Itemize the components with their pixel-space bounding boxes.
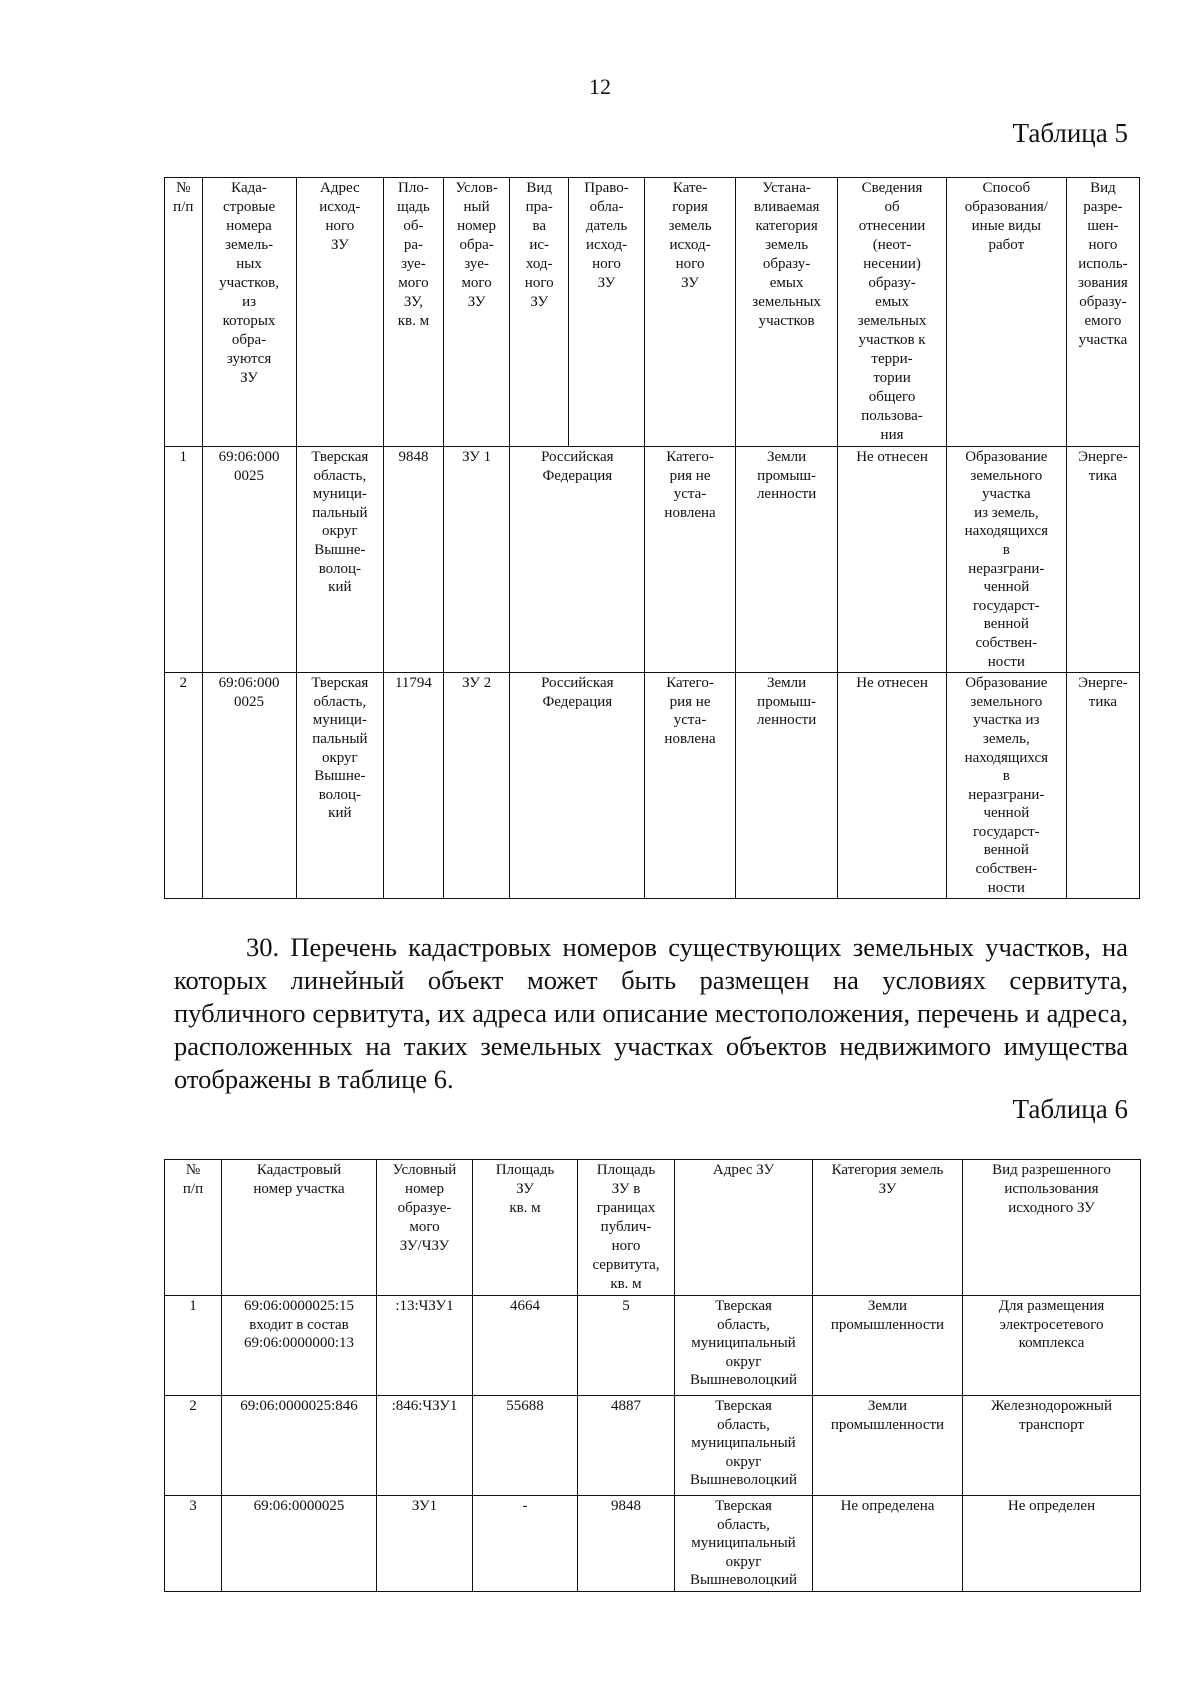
table6-header-cell: Категория земель ЗУ (813, 1160, 963, 1296)
table5-header-row (165, 178, 1140, 447)
land-category: Катего- рия не уста- новлена (645, 447, 736, 673)
table5-header-cell: Адрес исход- ного ЗУ (296, 178, 384, 447)
paragraph-text: 30. Перечень кадастровых номеров существующих земельных участков, на которых линейный объект может быть размещен на условиях сервитута, публичного сервитута, их адреса или описание местоположения, перечень и адреса, расположенных на таких земельных участках объектов недвижимого имущества отображены в таблице 6. (174, 932, 1128, 1094)
area-value: 9848 (384, 447, 444, 673)
table5-header-cell: № п/п (165, 178, 203, 447)
table6-caption: Таблица 6 (1012, 1094, 1128, 1124)
conditional-number: :846:ЧЗУ1 (377, 1396, 473, 1496)
table6-header-cell: Адрес ЗУ (675, 1160, 813, 1296)
servitude-area: 5 (578, 1296, 675, 1396)
table5-header-cell: Право- обла- датель исход- ного ЗУ (568, 178, 644, 447)
conditional-number: :13:ЧЗУ1 (377, 1296, 473, 1396)
address: Тверская область, муниципальный округ Вышневолоцкий (675, 1496, 813, 1592)
table5-row (165, 447, 1140, 673)
paragraph-30 (174, 931, 1128, 1096)
table5-header-cell: Устана- вливаемая категория земель образу- емых земельных участков (735, 178, 837, 447)
cadastral-number: 69:06:0000025:846 (222, 1396, 377, 1496)
conditional-number: ЗУ1 (377, 1496, 473, 1592)
formation-method: Образование земельного участка из земель, находящихся в неразграни- ченной государст- венной собствен- ности (946, 447, 1066, 673)
land-category: Земли промышленности (813, 1296, 963, 1396)
cadastral-number: 69:06:000 0025 (202, 447, 296, 673)
table5-header-cell: Када- стровые номера земель- ных участков, из которых обра- зуются ЗУ (202, 178, 296, 447)
area-value: 4664 (473, 1296, 578, 1396)
table6-header-cell: Условный номер образуе- мого ЗУ/ЧЗУ (377, 1160, 473, 1296)
public-use-status: Не отнесен (838, 673, 947, 899)
table6-row (165, 1496, 1141, 1592)
address: Тверская область, муниципальный округ Вышневолоцкий (675, 1396, 813, 1496)
row-number: 1 (165, 1296, 222, 1396)
table6-header-cell: № п/п (165, 1160, 222, 1296)
right-holder: Российская Федерация (510, 673, 645, 899)
table5-header-cell: Вид пра- ва ис- ход- ного ЗУ (510, 178, 568, 447)
table5-header-cell: Способ образования/ иные виды работ (946, 178, 1066, 447)
conditional-number: ЗУ 2 (443, 673, 510, 899)
cadastral-number: 69:06:000 0025 (202, 673, 296, 899)
servitude-area: 4887 (578, 1396, 675, 1496)
land-category: Катего- рия не уста- новлена (645, 673, 736, 899)
table6-header-cell: Вид разрешенного использования исходного ЗУ (963, 1160, 1141, 1296)
table5-header-cell: Услов- ный номер обра- зуе- мого ЗУ (443, 178, 510, 447)
source-address: Тверская область, муници- пальный округ Вышне- волоц- кий (296, 447, 384, 673)
servitude-area: 9848 (578, 1496, 675, 1592)
permitted-use: Энерге- тика (1066, 673, 1139, 899)
permitted-use: Энерге- тика (1066, 447, 1139, 673)
row-number: 2 (165, 673, 203, 899)
table5-caption: Таблица 5 (1012, 118, 1128, 148)
source-address: Тверская область, муници- пальный округ Вышне- волоц- кий (296, 673, 384, 899)
table6-header-row (165, 1160, 1141, 1296)
table6-header-cell: Площадь ЗУ в границах публич- ного сервитута, кв. м (578, 1160, 675, 1296)
table5-row (165, 673, 1140, 899)
row-number: 1 (165, 447, 203, 673)
table5-header-cell: Пло- щадь об- ра- зуе- мого ЗУ, кв. м (384, 178, 444, 447)
cadastral-number: 69:06:0000025 (222, 1496, 377, 1592)
cadastral-number: 69:06:0000025:15 входит в состав 69:06:0000000:13 (222, 1296, 377, 1396)
table6 (164, 1159, 1141, 1592)
set-land-category: Земли промыш- ленности (735, 447, 837, 673)
public-use-status: Не отнесен (838, 447, 947, 673)
row-number: 2 (165, 1396, 222, 1496)
land-category: Земли промышленности (813, 1396, 963, 1496)
permitted-use: Не определен (963, 1496, 1141, 1592)
right-holder: Российская Федерация (510, 447, 645, 673)
table6-row (165, 1296, 1141, 1396)
table5-header-cell: Вид разре- шен- ного исполь- зования образу- емого участка (1066, 178, 1139, 447)
formation-method: Образование земельного участка из земель, находящихся в неразграни- ченной государст- венной собствен- ности (946, 673, 1066, 899)
conditional-number: ЗУ 1 (443, 447, 510, 673)
page-number: 12 (589, 74, 611, 99)
table5 (164, 177, 1140, 899)
permitted-use: Железнодорожный транспорт (963, 1396, 1141, 1496)
table5-header-cell: Кате- гория земель исход- ного ЗУ (645, 178, 736, 447)
set-land-category: Земли промыш- ленности (735, 673, 837, 899)
area-value: - (473, 1496, 578, 1592)
address: Тверская область, муниципальный округ Вышневолоцкий (675, 1296, 813, 1396)
table6-row (165, 1396, 1141, 1496)
table6-header-cell: Кадастровый номер участка (222, 1160, 377, 1296)
area-value: 11794 (384, 673, 444, 899)
land-category: Не определена (813, 1496, 963, 1592)
table6-header-cell: Площадь ЗУ кв. м (473, 1160, 578, 1296)
table5-header-cell: Сведения об отнесении (неот- несении) образу- емых земельных участков к терри- тории общего пользова- ния (838, 178, 947, 447)
permitted-use: Для размещения электросетевого комплекса (963, 1296, 1141, 1396)
row-number: 3 (165, 1496, 222, 1592)
area-value: 55688 (473, 1396, 578, 1496)
